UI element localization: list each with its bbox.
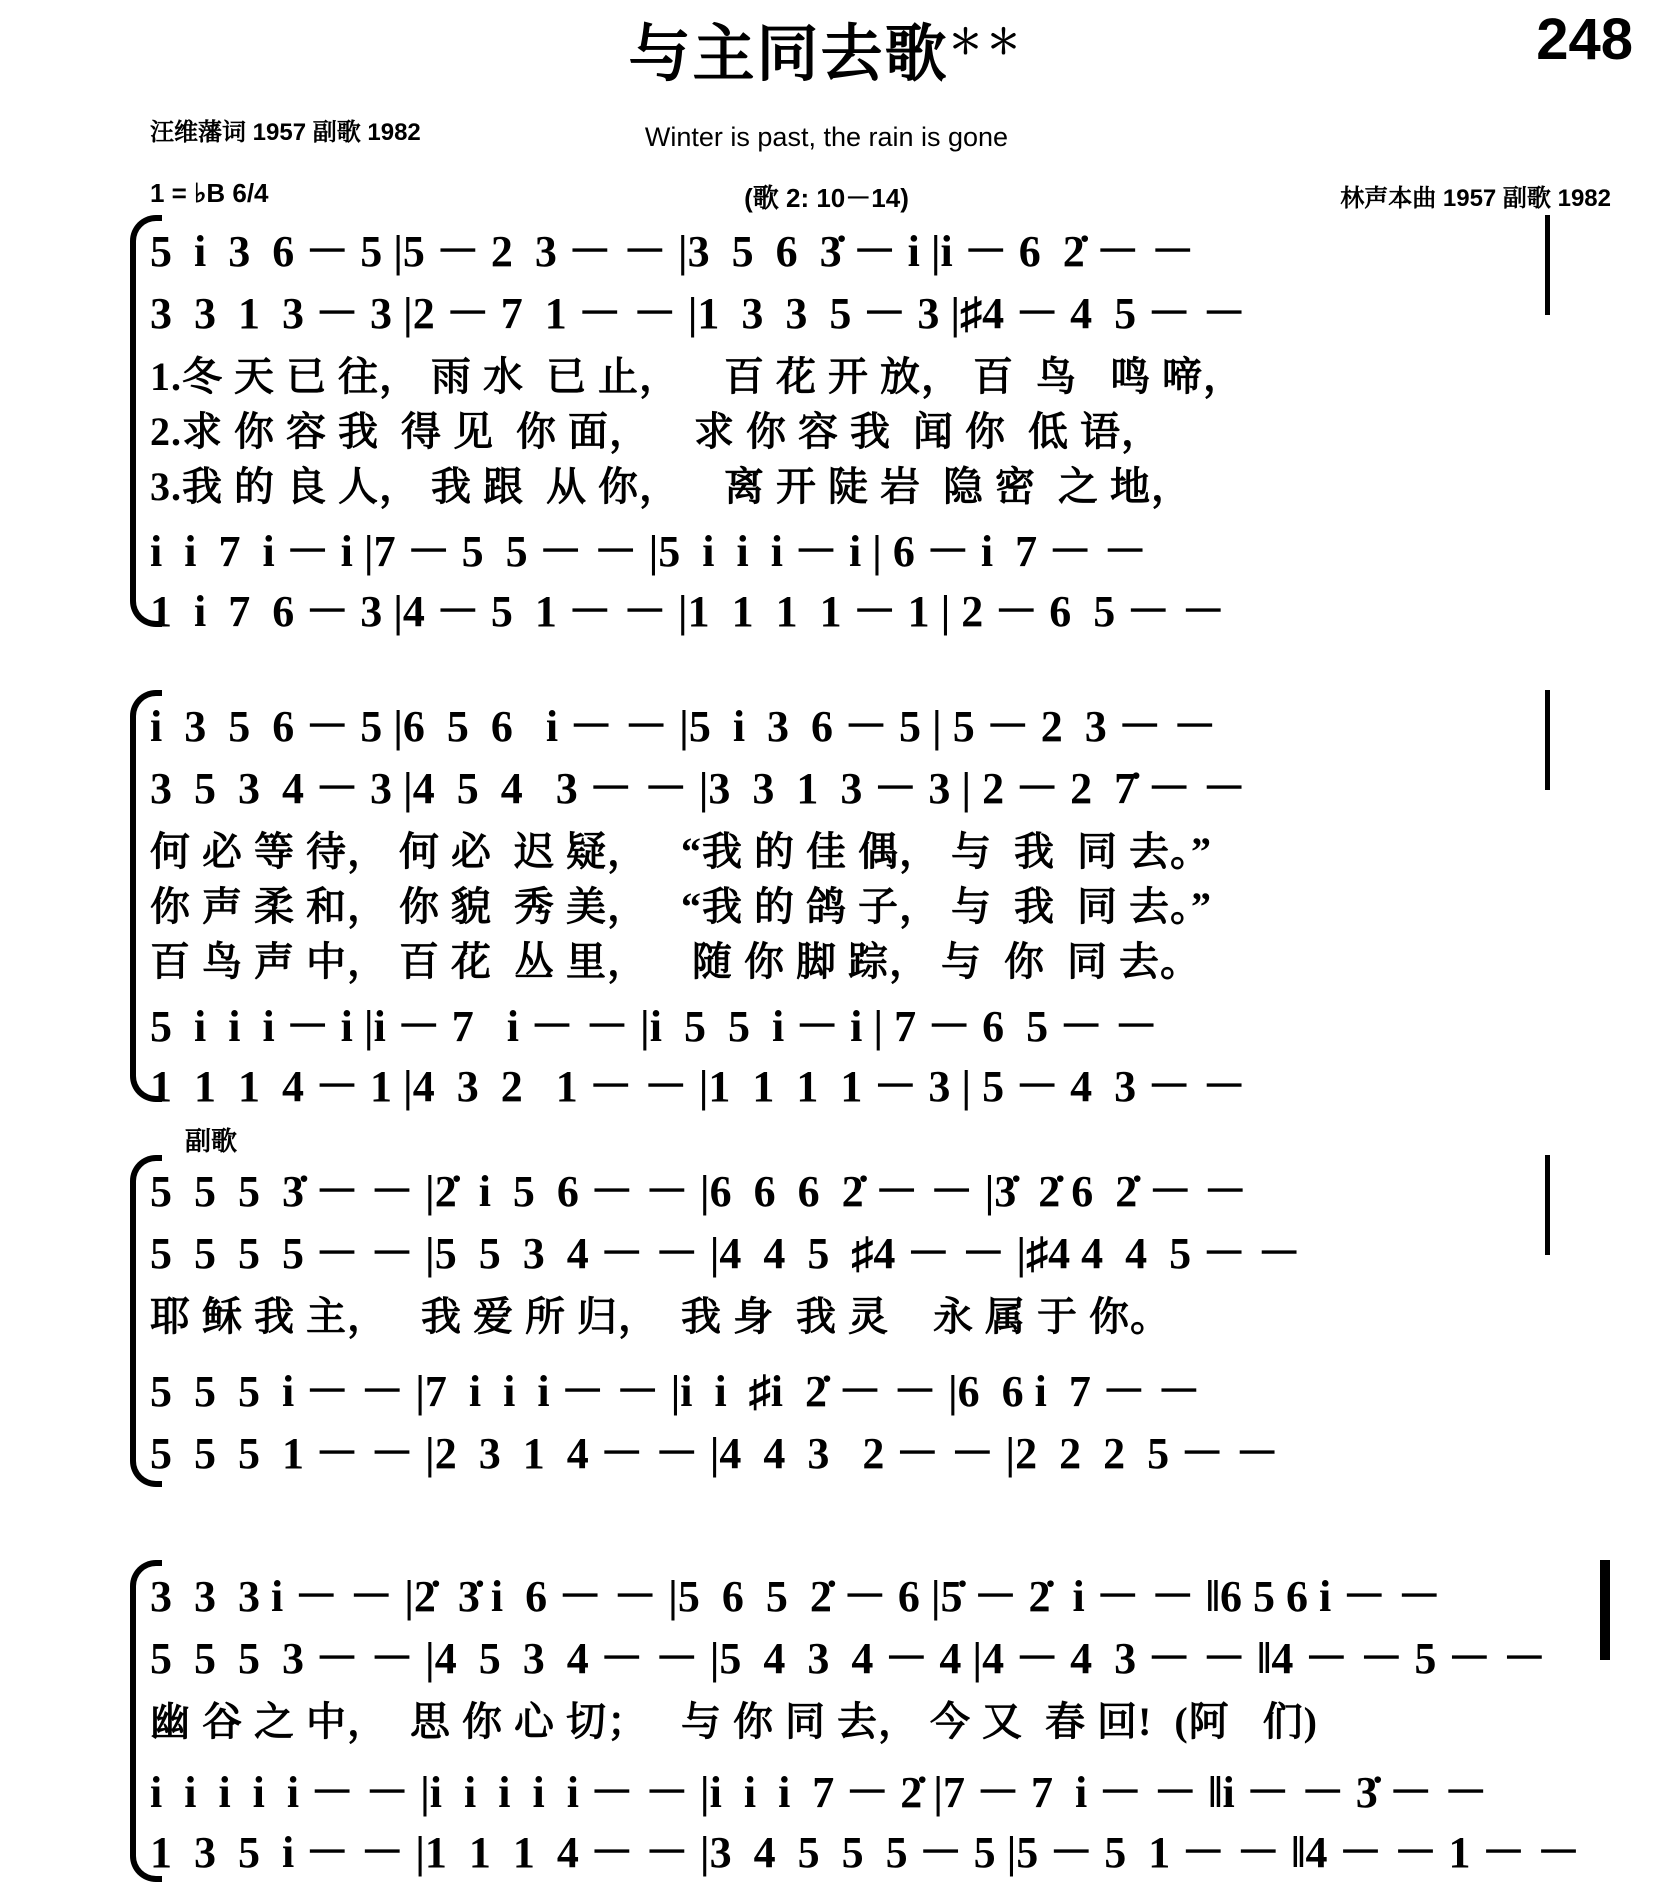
final-barline: [1545, 1155, 1550, 1255]
page-title: [0, 4, 1653, 93]
lyric-line-1: 幽 谷 之 中， 思 你 心 切； 与 你 同 去， 今 又 春 回! (阿 们): [150, 1699, 1318, 1744]
final-barline: [1545, 690, 1550, 790]
staff-soprano: 5 5 5 3̇ － － |2̇ i 5 6 － － |6 6 6 2̇ － － |3̇ 2̇ 6 2̇ － －: [150, 1167, 1248, 1216]
music-system-2: [0, 690, 1653, 1110]
staff-alto: 5 5 5 3 － － |4 5 3 4 － － |5 4 3 4 － 4 |4 － 4 3 － － ‖4 － － 5 － －: [150, 1634, 1547, 1683]
lyric-line-1: 耶 稣 我 主， 我 爱 所 归， 我 身 我 灵 永 属 于 你。: [150, 1294, 1171, 1339]
music-system-4: [0, 1560, 1653, 1900]
staff-tenor: 5 5 5 i － － |7 i i i － － |i i ♯i 2̇ － － |6 6 i 7 － －: [150, 1367, 1201, 1416]
title-marks: ＊＊: [948, 24, 1025, 62]
composer-credit: 林声本曲 1957 副歌 1982: [1340, 185, 1611, 212]
music-system-1: [0, 215, 1653, 635]
staff-bass: 1 i 7 6 － 3 |4 － 5 1 － － |1 1 1 1 － 1 | 2 － 6 5 － －: [150, 587, 1226, 636]
page-number: 248: [1536, 7, 1633, 72]
scripture-reference: (歌 2: 10－14): [744, 183, 909, 213]
key-signature: 1 = ♭B 6/4: [150, 178, 269, 208]
final-barline: [1545, 215, 1550, 315]
staff-soprano: 5 i 3 6 － 5 |5 － 2 3 － － |3 5 6 3̇ － i |i － 6 2̇ － －: [150, 227, 1195, 276]
lyric-line-1: 1.冬 天 已 往， 雨 水 已 止， 百 花 开 放， 百 鸟 鸣 啼，: [150, 354, 1244, 399]
lyric-line-2: 你 声 柔 和， 你 貌 秀 美， “我 的 鸽 子， 与 我 同 去。”: [150, 884, 1212, 929]
staff-tenor: i i i i i － － |i i i i i － － |i i i 7 － 2̇ |7 － 7 i － － ‖i － － 3̇ － －: [150, 1768, 1488, 1817]
staff-alto: 3 3 1 3 － 3 |2 － 7 1 － － |1 3 3 5 － 3 |♯4 － 4 5 － －: [150, 289, 1247, 338]
lyric-line-3: 百 鸟 声 中， 百 花 丛 里， 随 你 脚 踪， 与 你 同 去。: [150, 939, 1201, 984]
staff-alto: 5 5 5 5 － － |5 5 3 4 － － |4 4 5 ♯4 － － |♯4 4 4 5 － －: [150, 1229, 1302, 1278]
staff-alto: 3 5 3 4 － 3 |4 5 4 3 － － |3 3 1 3 － 3 | 2 － 2 7̇ － －: [150, 764, 1247, 813]
lyricist-credit: 汪维藩词 1957 副歌 1982: [150, 119, 421, 146]
staff-soprano: i 3 5 6 － 5 |6 5 6 i － － |5 i 3 6 － 5 | 5 － 2 3 － －: [150, 702, 1217, 751]
english-title: Winter is past, the rain is gone: [644, 122, 1009, 152]
staff-soprano: 3 3 3 i － － |2̇ 3̇ i 6 － － |5 6 5 2̇ － 6 |5̇ － 2̇ i － － ‖6 5 6 i － －: [150, 1572, 1442, 1621]
music-system-3: [0, 1127, 1653, 1515]
staff-tenor: i i 7 i － i |7 － 5 5 － － |5 i i i － i | 6 － i 7 － －: [150, 527, 1148, 576]
lyric-line-2: 2.求 你 容 我 得 见 你 面， 求 你 容 我 闻 你 低 语，: [150, 409, 1162, 454]
chorus-label: 副歌: [185, 1127, 238, 1156]
staff-tenor: 5 i i i － i |i － 7 i － － |i 5 5 i － i | 7 － 6 5 － －: [150, 1002, 1159, 1051]
lyric-line-3: 3.我 的 良 人， 我 跟 从 你， 离 开 陡 岩 隐 密 之 地，: [150, 464, 1192, 509]
lyric-line-1: 何 必 等 待， 何 必 迟 疑， “我 的 佳 偶， 与 我 同 去。”: [150, 829, 1212, 874]
staff-bass: 1 3 5 i － － |1 1 1 4 － － |3 4 5 5 5 － 5 |5 － 5 1 － － ‖4 － － 1 － －: [150, 1828, 1581, 1877]
staff-bass: 1 1 1 4 － 1 |4 3 2 1 － － |1 1 1 1 － 3 | 5 － 4 3 － －: [150, 1062, 1247, 1111]
staff-bass: 5 5 5 1 － － |2 3 1 4 － － |4 4 3 2 － － |2 2 2 5 － －: [150, 1429, 1280, 1478]
title-text: 与主同去歌: [628, 21, 949, 89]
final-double-barline: [1600, 1560, 1610, 1660]
